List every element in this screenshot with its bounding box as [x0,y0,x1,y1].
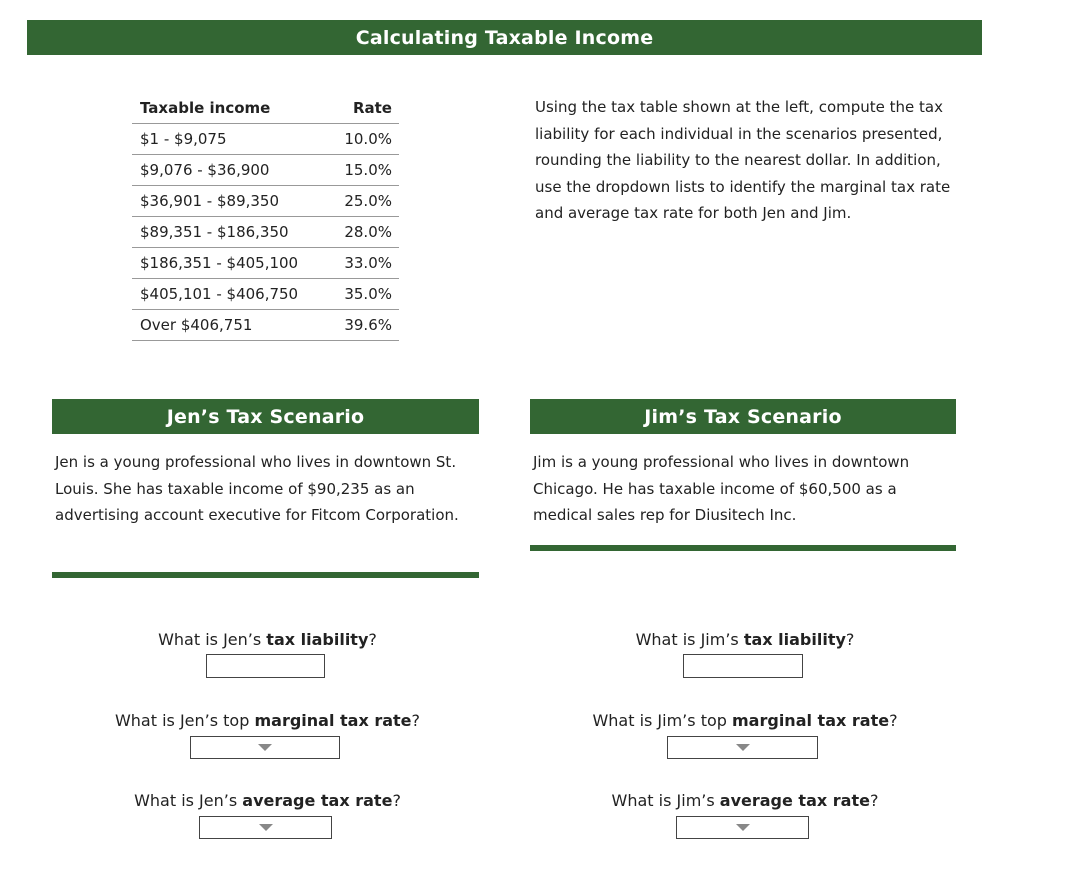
tax-table-header [132,92,399,124]
jim-average-rate-dropdown[interactable] [676,816,809,839]
table-row [132,217,399,248]
page-title: Calculating Taxable Income [27,20,982,55]
question-text: What is Jen’s [158,630,267,649]
question-keyword: tax liability [266,630,369,649]
jim-average-question [530,791,960,810]
question-mark: ? [889,711,898,730]
jen-liability-question [52,630,483,649]
jen-scenario-heading: Jen’s Tax Scenario [52,399,479,434]
table-row [132,124,399,155]
question-mark: ? [392,791,401,810]
bracket-cell: $36,901 - $89,350 [132,186,333,217]
table-row [132,310,399,341]
chevron-down-icon [259,824,273,831]
jen-scenario-description: Jen is a young professional who lives in downtown St. Louis. She has taxable income of $90,235 as an advertising account executive for Fitcom Corporation. [55,453,459,525]
jim-scenario-heading: Jim’s Tax Scenario [530,399,956,434]
table-row [132,186,399,217]
question-mark: ? [869,791,879,810]
bracket-cell: $1 - $9,075 [132,124,333,155]
question-text: What is Jim’s [635,630,744,649]
question-mark: ? [845,630,855,649]
jen-marginal-rate-dropdown[interactable] [190,736,340,759]
jim-tax-liability-input[interactable] [683,654,803,678]
rate-cell: 10.0% [333,124,399,155]
jen-tax-liability-input[interactable] [206,654,325,678]
question-text: What is Jen’s [134,791,243,810]
jim-scenario-description: Jim is a young professional who lives in downtown Chicago. He has taxable income of $60,500 as a medical sales rep for Diusitech Inc. [533,453,910,525]
jen-divider [52,572,479,578]
question-mark: ? [368,630,377,649]
question-keyword: marginal tax rate [732,711,890,730]
chevron-down-icon [736,824,750,831]
rate-cell: 25.0% [333,186,399,217]
tax-table [132,92,399,341]
jen-average-question [52,791,483,810]
question-keyword: average tax rate [242,791,393,810]
jim-liability-question [530,630,960,649]
question-keyword: marginal tax rate [254,711,412,730]
header-taxable-income: Taxable income [132,92,333,124]
jen-average-rate-dropdown[interactable] [199,816,332,839]
bracket-cell: Over $406,751 [132,310,333,341]
rate-cell: 39.6% [333,310,399,341]
jim-divider [530,545,956,551]
rate-cell: 15.0% [333,155,399,186]
rate-cell: 35.0% [333,279,399,310]
question-text: What is Jen’s top [114,711,255,730]
header-rate: Rate [333,92,399,124]
jim-marginal-rate-dropdown[interactable] [667,736,818,759]
instructions-text: Using the tax table shown at the left, compute the tax liability for each individual in the scenarios presented, rounding the liability to the nearest dollar. In addition, use the dropdown lists to identify the marginal tax rate and average tax rate for both Jen and Jim. [535,98,951,223]
chevron-down-icon [736,744,750,751]
jim-marginal-question [530,711,960,730]
jen-marginal-question [52,711,483,730]
table-row [132,248,399,279]
table-row [132,155,399,186]
bracket-cell: $405,101 - $406,750 [132,279,333,310]
table-row [132,279,399,310]
rate-cell: 28.0% [333,217,399,248]
question-text: What is Jim’s [611,791,720,810]
chevron-down-icon [258,744,272,751]
question-keyword: tax liability [743,630,846,649]
bracket-cell: $89,351 - $186,350 [132,217,333,248]
rate-cell: 33.0% [333,248,399,279]
question-text: What is Jim’s top [592,711,732,730]
question-keyword: average tax rate [719,791,870,810]
bracket-cell: $9,076 - $36,900 [132,155,333,186]
question-mark: ? [411,711,421,730]
bracket-cell: $186,351 - $405,100 [132,248,333,279]
